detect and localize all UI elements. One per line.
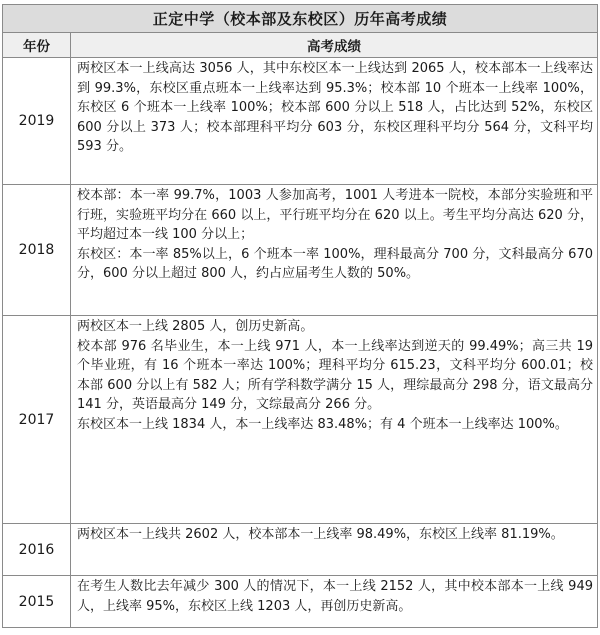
year-cell: 2015	[3, 576, 71, 628]
results-paragraph: 两校区本一上线 2805 人，创历史新高。	[77, 319, 314, 334]
results-cell	[71, 316, 598, 524]
results-table	[2, 4, 598, 628]
year-cell: 2018	[3, 185, 71, 316]
year-header: 年份	[3, 33, 71, 58]
results-cell	[71, 524, 598, 576]
year-cell: 2019	[3, 58, 71, 185]
results-cell	[71, 185, 598, 316]
table-title: 正定中学（校本部及东校区）历年高考成绩	[3, 5, 598, 33]
table-row	[3, 576, 598, 628]
table-row	[3, 185, 598, 316]
table-row	[3, 58, 598, 185]
results-cell	[71, 576, 598, 628]
results-header: 高考成绩	[71, 33, 598, 58]
results-cell	[71, 58, 598, 185]
table-row	[3, 524, 598, 576]
results-paragraph: 东校区：本一率 85%以上，6 个班本一率 100%，理科最高分 700 分，文科最高分 670 分，600 分以上超过 800 人，约占应届考生人数的 50%。	[77, 246, 593, 282]
results-paragraph: 在考生人数比去年减少 300 人的情况下，本一上线 2152 人，其中校本部本一上线 949 人，上线率 95%，东校区上线 1203 人，再创历史新高。	[77, 579, 593, 614]
results-paragraph: 两校区本一上线共 2602 人，校本部本一上线率 98.49%，东校区上线率 81.19%。	[77, 527, 564, 542]
results-paragraph: 东校区本一上线 1834 人，本一上线率达 83.48%；有 4 个班本一上线率达 100%。	[77, 416, 568, 432]
year-cell: 2016	[3, 524, 71, 576]
header-row	[3, 33, 598, 58]
title-row	[3, 5, 598, 33]
results-paragraph: 校本部：本一率 99.7%，1003 人参加高考，1001 人考进本一院校，本部分实验班和平行班，实验班平均分在 660 以上，平行班平均分在 620 以上。考生平均分高达 620 分，平均超过本一线 100 分以上；	[77, 188, 593, 243]
results-paragraph: 校本部 976 名毕业生，本一上线 971 人，本一上线率达到逆天的 99.49%；高三共 19 个毕业班，有 16 个班本一率达 100%；理科平均分 615.23，文科平均分 600.01；校本部 600 分以上有 582 人；所有学科数学满分 15 人，理综最高分 298 分，语文最高分 141 分，英语最高分 149 分，文综最高分 266 分。	[77, 338, 593, 413]
results-paragraph: 两校区本一上线高达 3056 人，其中东校区本一上线达到 2065 人，校本部本一上线率达到 99.3%，东校区重点班本一上线率达到 95.3%；校本部 10 个班本一上线率 100%，东校区 6 个班本一上线率 100%；校本部 600 分以上 518 人，占比达到 52%，东校区 600 分以上 373 人；校本部理科平均分 603 分，东校区理科平均分 564 分，文科平均 593 分。	[77, 61, 593, 155]
year-cell: 2017	[3, 316, 71, 524]
table-row	[3, 316, 598, 524]
